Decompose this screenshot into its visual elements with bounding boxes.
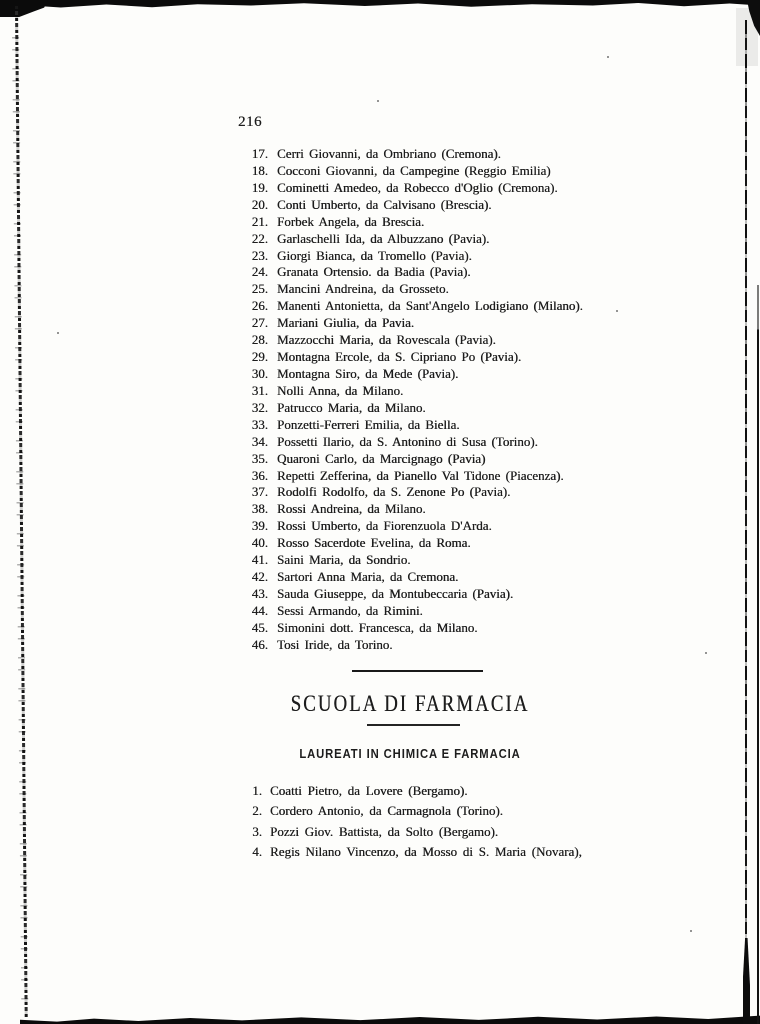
item-text: Granata Ortensio. da Badia (Pavia). — [277, 264, 471, 280]
list-item — [224, 518, 583, 535]
scan-blob-top-left — [0, 0, 48, 17]
item-number: 2. — [252, 803, 262, 819]
item-number: 22. — [251, 230, 268, 246]
list-item — [218, 781, 582, 801]
item-number: 4. — [252, 844, 262, 860]
list-item — [224, 637, 583, 654]
scan-speck — [57, 332, 59, 334]
list-item — [218, 822, 582, 842]
item-text: Rossi Umberto, da Fiorenzuola D'Arda. — [277, 518, 492, 534]
list-item — [224, 586, 583, 603]
item-number: 30. — [251, 365, 268, 381]
item-number: 25. — [251, 281, 268, 297]
list-item — [224, 315, 583, 332]
list-item — [224, 163, 583, 180]
list-item — [224, 146, 583, 163]
item-number: 40. — [251, 535, 268, 551]
item-text: Nolli Anna, da Milano. — [277, 382, 404, 398]
list-item — [224, 552, 583, 569]
section-divider-rule — [352, 670, 483, 672]
list-item — [224, 383, 583, 400]
section-heading: SCUOLA DI FARMACIA — [290, 691, 530, 716]
scan-line-right-inner — [745, 20, 748, 1024]
list-item — [218, 842, 582, 862]
item-text: Garlaschelli Ida, da Albuzzano (Pavia). — [277, 230, 490, 246]
subsection-heading: LAUREATI IN CHIMICA E FARMACIA — [299, 747, 521, 761]
scan-speck — [705, 652, 707, 654]
item-number: 17. — [251, 146, 268, 161]
item-number: 32. — [251, 399, 268, 415]
item-text: Simonini dott. Francesca, da Milano. — [277, 619, 478, 635]
item-text: Tosi Iride, da Torino. — [277, 636, 393, 652]
item-number: 18. — [251, 162, 268, 178]
item-number: 28. — [251, 332, 268, 348]
list-item — [224, 366, 583, 383]
item-text: Sauda Giuseppe, da Montubeccaria (Pavia). — [277, 585, 514, 601]
item-text: Possetti Ilario, da S. Antonino di Susa (Torino). — [277, 433, 538, 449]
item-number: 39. — [251, 518, 268, 534]
list-item — [224, 434, 583, 451]
item-number: 45. — [251, 619, 268, 635]
item-text: Patrucco Maria, da Milano. — [277, 399, 426, 415]
item-text: Mariani Giulia, da Pavia. — [277, 315, 415, 331]
list-item — [224, 332, 583, 349]
item-text: Forbek Angela, da Brescia. — [277, 213, 425, 229]
item-number: 31. — [251, 382, 268, 398]
scan-speck — [616, 310, 618, 312]
item-text: Regis Nilano Vincenzo, da Mosso di S. Maria (Novara), — [270, 844, 582, 860]
list-item — [224, 231, 583, 248]
item-number: 21. — [251, 213, 268, 229]
item-text: Rodolfi Rodolfo, da S. Zenone Po (Pavia). — [277, 484, 511, 500]
item-text: Coatti Pietro, da Lovere (Bergamo). — [270, 783, 468, 798]
list-item — [224, 417, 583, 434]
list-item — [224, 281, 583, 298]
list-item — [224, 264, 583, 281]
item-text: Montagna Ercole, da S. Cipriano Po (Pavia). — [277, 349, 522, 365]
item-number: 44. — [251, 602, 268, 618]
item-text: Sartori Anna Maria, da Cremona. — [277, 569, 459, 585]
item-text: Giorgi Bianca, da Tromello (Pavia). — [277, 247, 472, 263]
list-item — [224, 197, 583, 214]
item-number: 41. — [251, 552, 268, 568]
item-number: 26. — [251, 298, 268, 314]
item-text: Montagna Siro, da Mede (Pavia). — [277, 365, 459, 381]
item-number: 23. — [251, 247, 268, 263]
item-text: Conti Umberto, da Calvisano (Brescia). — [277, 196, 492, 212]
scan-speckle-left-fuzz — [12, 30, 28, 1010]
item-number: 42. — [251, 569, 268, 585]
item-number: 34. — [251, 433, 268, 449]
list-item — [224, 603, 583, 620]
list-item — [224, 248, 583, 265]
item-number: 27. — [251, 315, 268, 331]
scan-speck — [690, 930, 692, 932]
item-text: Mazzocchi Maria, da Rovescala (Pavia). — [277, 332, 496, 348]
list-item — [224, 298, 583, 315]
list-item — [224, 620, 583, 637]
item-number: 24. — [251, 264, 268, 280]
list-item — [224, 349, 583, 366]
list-item — [224, 569, 583, 586]
graduates-list-farmacia — [218, 781, 582, 863]
item-number: 33. — [251, 416, 268, 432]
page-number: 216 — [238, 114, 262, 130]
item-text: Quaroni Carlo, da Marcignago (Pavia) — [277, 450, 486, 466]
list-item — [224, 535, 583, 552]
item-number: 46. — [251, 636, 268, 652]
scan-edge-top — [0, 0, 760, 10]
item-number: 36. — [251, 467, 268, 483]
item-text: Rossi Andreina, da Milano. — [277, 501, 426, 517]
item-text: Ponzetti-Ferreri Emilia, da Biella. — [277, 416, 460, 432]
list-item — [224, 484, 583, 501]
list-item — [224, 214, 583, 231]
item-number: 43. — [251, 585, 268, 601]
list-item — [218, 801, 582, 821]
item-text: Sessi Armando, da Rimini. — [277, 602, 423, 618]
item-number: 19. — [251, 179, 268, 195]
item-text: Manenti Antonietta, da Sant'Angelo Lodigiano (Milano). — [277, 298, 583, 314]
scan-edge-bottom — [20, 1012, 760, 1024]
item-number: 3. — [252, 823, 262, 839]
list-item — [224, 400, 583, 417]
scan-speck — [607, 56, 609, 58]
list-item — [224, 180, 583, 197]
scan-speck — [377, 100, 379, 102]
item-text: Rosso Sacerdote Evelina, da Roma. — [277, 535, 471, 551]
item-number: 29. — [251, 349, 268, 365]
item-text: Cominetti Amedeo, da Robecco d'Oglio (Cremona). — [277, 179, 558, 195]
heading-underline-rule — [367, 724, 460, 726]
list-item — [224, 501, 583, 518]
item-text: Pozzi Giov. Battista, da Solto (Bergamo). — [270, 823, 499, 839]
item-text: Cocconi Giovanni, da Campegine (Reggio Emilia) — [277, 162, 551, 178]
scan-line-right-outer — [757, 285, 760, 1024]
item-text: Mancini Andreina, da Grosseto. — [277, 281, 449, 297]
item-number: 38. — [251, 501, 268, 517]
item-text: Cerri Giovanni, da Ombriano (Cremona). — [277, 146, 501, 161]
item-number: 1. — [252, 783, 262, 798]
item-number: 20. — [251, 196, 268, 212]
item-text: Saini Maria, da Sondrio. — [277, 552, 411, 568]
graduates-list-medicine — [224, 146, 583, 654]
item-number: 37. — [251, 484, 268, 500]
list-item — [224, 451, 583, 468]
item-text: Cordero Antonio, da Carmagnola (Torino). — [270, 803, 503, 819]
item-number: 35. — [251, 450, 268, 466]
item-text: Repetti Zefferina, da Pianello Val Tidone (Piacenza). — [277, 467, 564, 483]
list-item — [224, 468, 583, 485]
